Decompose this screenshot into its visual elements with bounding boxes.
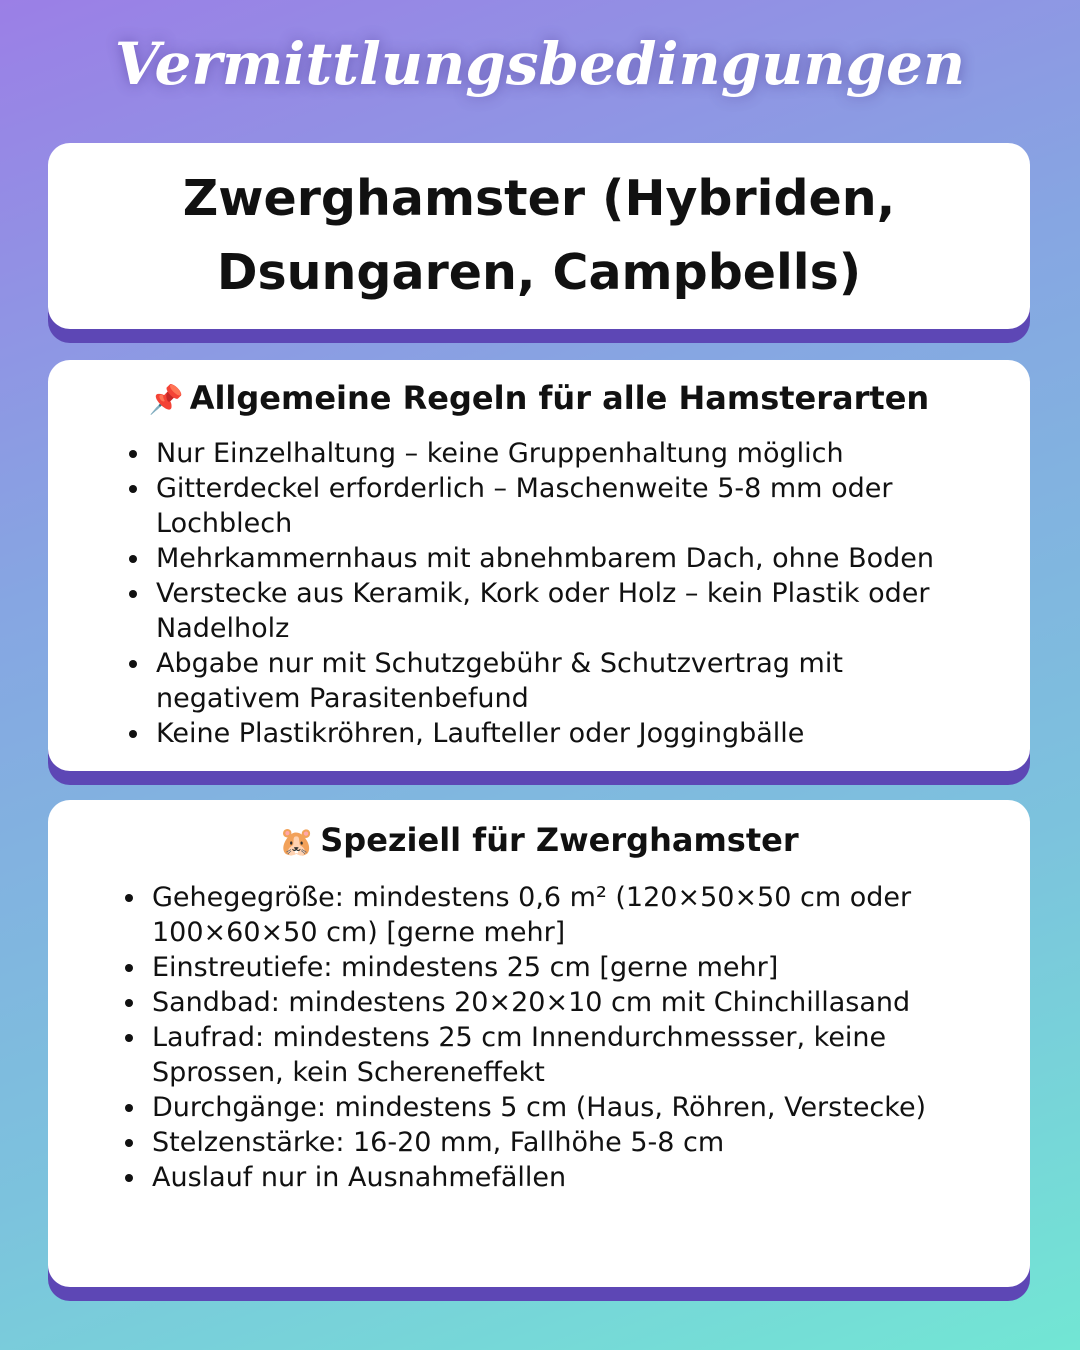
list-item: Mehrkammernhaus mit abnehmbarem Dach, ohne Boden: [156, 541, 971, 576]
list-item: Laufrad: mindestens 25 cm Innendurchmessser, keine Sprossen, kein Schereneffekt: [152, 1020, 967, 1090]
hamster-face-icon: 🐹: [279, 825, 315, 858]
list-item: Gitterdeckel erforderlich – Maschenweite 5-8 mm oder Lochblech: [156, 471, 971, 541]
list-item: Gehegegröße: mindestens 0,6 m² (120×50×50 cm oder 100×60×50 cm) [gerne mehr]: [152, 880, 967, 950]
list-item: Nur Einzelhaltung – keine Gruppenhaltung möglich: [156, 436, 971, 471]
list-item: Stelzenstärke: 16-20 mm, Fallhöhe 5-8 cm: [152, 1125, 967, 1160]
list-item: Einstreutiefe: mindestens 25 cm [gerne mehr]: [152, 950, 967, 985]
general-rules-heading-text: Allgemeine Regeln für alle Hamsterarten: [189, 379, 930, 417]
list-item: Auslauf nur in Ausnahmefällen: [152, 1160, 967, 1195]
general-rules-card: [48, 360, 1030, 771]
list-item: Sandbad: mindestens 20×20×10 cm mit Chinchillasand: [152, 985, 967, 1020]
list-item: Verstecke aus Keramik, Kork oder Holz – kein Plastik oder Nadelholz: [156, 576, 971, 646]
species-card: [48, 143, 1030, 329]
special-rules-heading-text: Speziell für Zwerghamster: [320, 821, 799, 859]
general-rules-heading: [48, 378, 1030, 420]
special-rules-list: [48, 880, 1030, 1195]
list-item: Keine Plastikröhren, Laufteller oder Joggingbälle: [156, 716, 971, 751]
list-item: Durchgänge: mindestens 5 cm (Haus, Röhren, Verstecke): [152, 1090, 967, 1125]
special-rules-card: [48, 800, 1030, 1287]
page-title: Vermittlungsbedingungen: [114, 30, 966, 98]
special-rules-heading: [48, 820, 1030, 862]
list-item: Abgabe nur mit Schutzgebühr & Schutzvertrag mit negativem Parasitenbefund: [156, 646, 971, 716]
general-rules-list: [48, 436, 1030, 751]
species-name: Zwerghamster (Hybriden, Dsungaren, Campbells): [182, 170, 896, 301]
pushpin-icon: 📌: [148, 383, 184, 416]
